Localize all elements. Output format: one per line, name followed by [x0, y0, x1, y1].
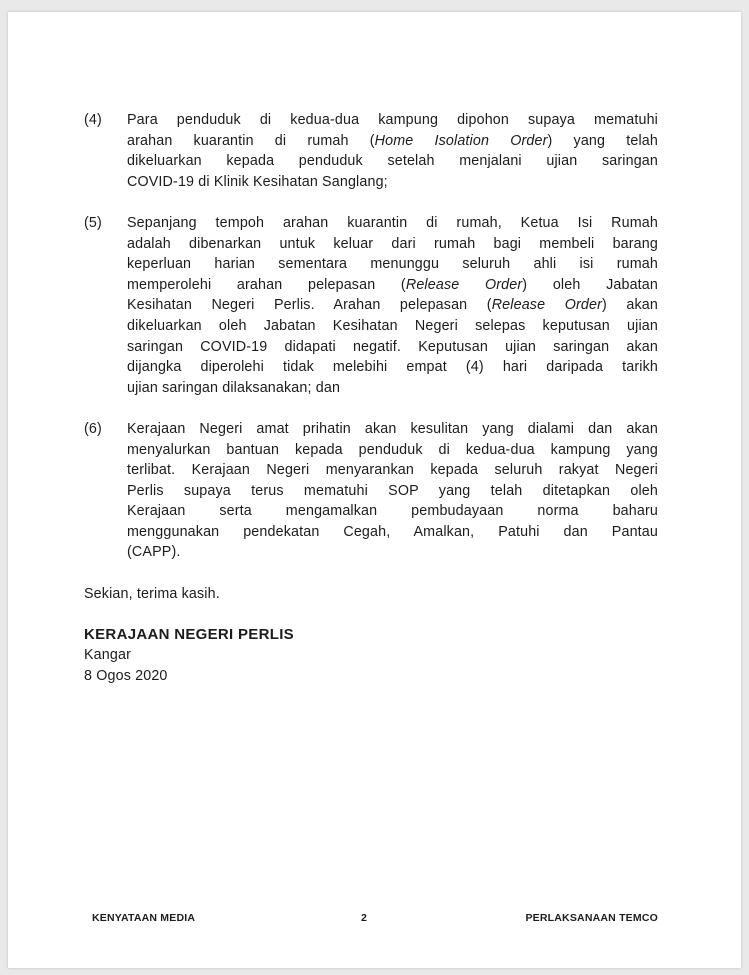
text-run: menyalurkan bantuan kepada penduduk di kedua-dua kampung yang — [127, 441, 658, 458]
text-run: Kerajaan serta mengamalkan pembudayaan norma baharu — [127, 503, 658, 520]
numbered-paragraph — [84, 419, 658, 563]
text-run: Kerajaan Negeri amat prihatin akan kesulitan yang dialami dan akan — [127, 420, 658, 437]
signature-date: 8 Ogos 2020 — [84, 668, 168, 685]
text-run: ) akan — [602, 297, 659, 314]
signature-block — [84, 625, 658, 687]
text-run: Para penduduk di kedua-dua kampung dipohon supaya mematuhi — [127, 112, 658, 128]
paragraph-text — [127, 419, 658, 563]
paragraph-line — [127, 419, 658, 440]
paragraph-line — [127, 501, 658, 522]
paragraph-line — [127, 234, 658, 255]
text-run: keperluan harian sementara menunggu seluruh ahli isi rumah — [127, 256, 658, 273]
paragraph-text — [127, 110, 658, 192]
footer-label-left: KENYATAAN MEDIA — [92, 912, 196, 924]
text-run: dikeluarkan kepada penduduk setelah menjalani ujian saringan — [127, 153, 658, 170]
italic-term: Home Isolation Order — [374, 132, 548, 149]
italic-term: Release Order — [491, 297, 602, 314]
paragraph-number: (6) — [84, 420, 102, 437]
paragraph-line — [127, 357, 658, 378]
paragraph-line — [127, 378, 658, 399]
signatory-name: KERAJAAN NEGERI PERLIS — [84, 625, 294, 643]
paragraph-line — [127, 110, 658, 131]
paragraph-line — [127, 213, 658, 234]
numbered-paragraph — [84, 213, 658, 398]
text-run: menggunakan pendekatan Cegah, Amalkan, Patuhi dan Pantau — [127, 523, 658, 540]
paragraph-line — [127, 337, 658, 358]
paragraph-line — [127, 316, 658, 337]
text-run: arahan kuarantin di rumah ( — [127, 132, 375, 149]
signature-place: Kangar — [84, 647, 132, 664]
text-run: ujian saringan dilaksanakan; dan — [127, 379, 341, 396]
paragraph-line — [127, 440, 658, 461]
text-run: Perlis supaya terus mematuhi SOP yang telah ditetapkan oleh — [127, 482, 658, 499]
paragraph-line — [127, 460, 658, 481]
text-run: ) oleh Jabatan — [522, 276, 659, 293]
text-run: terlibat. Kerajaan Negeri menyarankan kepada seluruh rakyat Negeri — [127, 462, 658, 479]
text-run: COVID-19 di Klinik Kesihatan Sanglang; — [127, 173, 388, 190]
text-run: ) yang telah — [547, 132, 658, 149]
numbered-paragraph — [84, 110, 658, 192]
paragraph-number: (5) — [84, 214, 102, 231]
closing-line: Sekian, terima kasih. — [84, 585, 220, 602]
text-run: adalah dibenarkan untuk keluar dari rumah bagi membeli barang — [127, 235, 658, 252]
paragraph-line — [127, 295, 658, 316]
page-number: 2 — [361, 912, 368, 924]
page-footer — [92, 912, 658, 928]
italic-term: Release Order — [405, 276, 523, 293]
text-run: Kesihatan Negeri Perlis. Arahan pelepasan ( — [127, 297, 492, 314]
text-run: saringan COVID-19 didapati negatif. Keputusan ujian saringan akan — [127, 338, 658, 355]
text-run: Sepanjang tempoh arahan kuarantin di rumah, Ketua Isi Rumah — [127, 214, 658, 231]
text-run: memperolehi arahan pelepasan ( — [127, 276, 406, 293]
numbered-paragraphs — [84, 110, 658, 563]
paragraph-line — [127, 172, 658, 193]
footer-label-right: PERLAKSANAAN TEMCO — [525, 912, 658, 924]
paragraph-line — [127, 254, 658, 275]
paragraph-line — [127, 522, 658, 543]
paragraph-line — [127, 481, 658, 502]
paragraph-line — [127, 131, 658, 152]
paragraph-text — [127, 213, 658, 398]
document-body — [84, 110, 658, 687]
paragraph-number: (4) — [84, 112, 102, 128]
paragraph-line — [127, 275, 658, 296]
paragraph-line — [127, 542, 658, 563]
paragraph-line — [127, 151, 658, 172]
text-run: dikeluarkan oleh Jabatan Kesihatan Negeri selepas keputusan ujian — [127, 317, 658, 334]
text-run: (CAPP). — [127, 544, 181, 561]
text-run: dijangka diperolehi tidak melebihi empat (4) hari daripada tarikh — [127, 359, 658, 376]
